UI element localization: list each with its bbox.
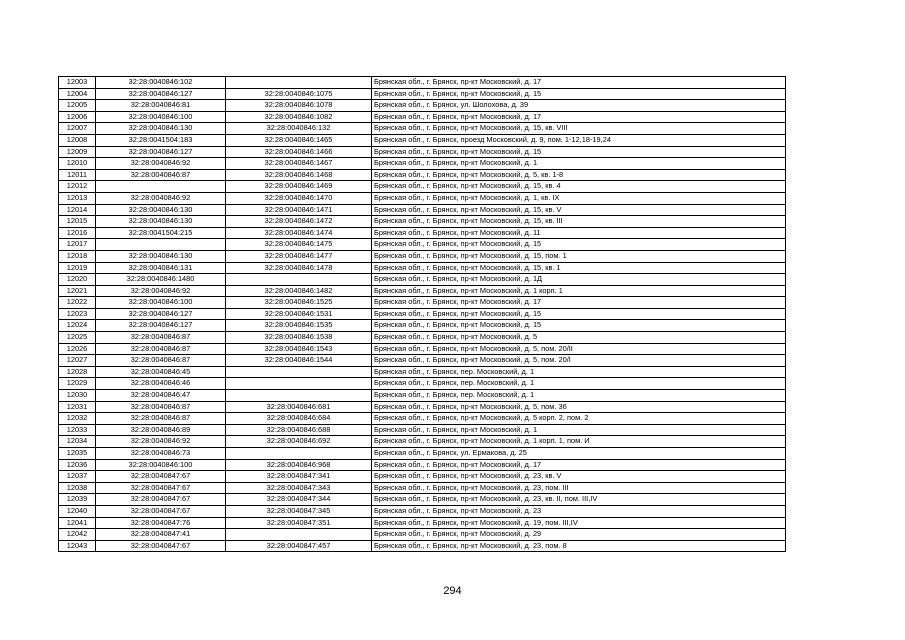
table-row [59,436,786,448]
address-cell: Брянская обл., г. Брянск, проезд Московский, д. 9, пом. 1-12,18-19,24 [372,134,786,146]
row-number-cell: 12020 [59,274,96,286]
address-cell: Брянская обл., г. Брянск, пр-кт Московский, д. 1Д [372,274,786,286]
table-row [59,111,786,123]
row-number-cell: 12036 [59,459,96,471]
object-cadastral-number-cell: 32:28:0040846:1471 [226,204,372,216]
object-cadastral-number-cell: 32:28:0040846:1465 [226,134,372,146]
cadastral-number-cell: 32:28:0040846:1480 [96,274,226,286]
row-number-cell: 12024 [59,320,96,332]
table-row [59,158,786,170]
row-number-cell: 12003 [59,77,96,89]
cadastral-number-cell [96,239,226,251]
object-cadastral-number-cell [226,448,372,460]
table-row [59,216,786,228]
object-cadastral-number-cell [226,274,372,286]
object-cadastral-number-cell: 32:28:0040846:684 [226,413,372,425]
row-number-cell: 12032 [59,413,96,425]
row-number-cell: 12005 [59,100,96,112]
cadastral-number-cell: 32:28:0040846:130 [96,216,226,228]
table-row [59,517,786,529]
address-cell: Брянская обл., г. Брянск, пр-кт Московский, д. 1 корп. 1, пом. И [372,436,786,448]
cadastral-number-cell: 32:28:0040846:87 [96,401,226,413]
object-cadastral-number-cell: 32:28:0040846:1535 [226,320,372,332]
cadastral-number-cell: 32:28:0040846:127 [96,308,226,320]
object-cadastral-number-cell: 32:28:0040846:1082 [226,111,372,123]
address-cell: Брянская обл., г. Брянск, пр-кт Московский, д. 1 [372,158,786,170]
row-number-cell: 12023 [59,308,96,320]
cadastral-number-cell: 32:28:0040847:67 [96,482,226,494]
object-cadastral-number-cell: 32:28:0040846:1525 [226,297,372,309]
table-row [59,100,786,112]
table-row [59,192,786,204]
row-number-cell: 12012 [59,181,96,193]
object-cadastral-number-cell: 32:28:0040846:1472 [226,216,372,228]
table-row [59,239,786,251]
cadastral-number-cell: 32:28:0040846:87 [96,413,226,425]
table-row [59,77,786,89]
table-row [59,540,786,552]
object-cadastral-number-cell: 32:28:0040846:1478 [226,262,372,274]
object-cadastral-number-cell: 32:28:0040847:345 [226,505,372,517]
row-number-cell: 12042 [59,529,96,541]
cadastral-number-cell: 32:28:0040846:127 [96,88,226,100]
row-number-cell: 12018 [59,250,96,262]
object-cadastral-number-cell: 32:28:0040847:457 [226,540,372,552]
table-body [59,77,786,552]
table-row [59,366,786,378]
address-cell: Брянская обл., г. Брянск, пр-кт Московский, д. 15 [372,320,786,332]
cadastral-number-cell: 32:28:0040846:92 [96,436,226,448]
address-cell: Брянская обл., г. Брянск, пр-кт Московский, д. 5, пом. 20/I [372,355,786,367]
object-cadastral-number-cell [226,378,372,390]
table-row [59,459,786,471]
row-number-cell: 12041 [59,517,96,529]
row-number-cell: 12040 [59,505,96,517]
cadastral-number-cell: 32:28:0041504:183 [96,134,226,146]
address-cell: Брянская обл., г. Брянск, пр-кт Московский, д. 23, пом. 8 [372,540,786,552]
object-cadastral-number-cell: 32:28:0040847:343 [226,482,372,494]
row-number-cell: 12006 [59,111,96,123]
cadastral-table [58,76,786,552]
address-cell: Брянская обл., г. Брянск, пр-кт Московский, д. 5, пом. 20/II [372,343,786,355]
object-cadastral-number-cell: 32:28:0040846:1531 [226,308,372,320]
object-cadastral-number-cell: 32:28:0040846:1467 [226,158,372,170]
address-cell: Брянская обл., г. Брянск, пр-кт Московский, д. 1, кв. IX [372,192,786,204]
object-cadastral-number-cell: 32:28:0040847:351 [226,517,372,529]
table-row [59,471,786,483]
address-cell: Брянская обл., г. Брянск, ул. Шолохова, д. 39 [372,100,786,112]
row-number-cell: 12004 [59,88,96,100]
address-cell: Брянская обл., г. Брянск, пр-кт Московский, д. 15 [372,146,786,158]
address-cell: Брянская обл., г. Брянск, пер. Московский, д. 1 [372,366,786,378]
object-cadastral-number-cell [226,366,372,378]
cadastral-number-cell: 32:28:0040846:127 [96,320,226,332]
object-cadastral-number-cell: 32:28:0040847:341 [226,471,372,483]
address-cell: Брянская обл., г. Брянск, пр-кт Московский, д. 29 [372,529,786,541]
object-cadastral-number-cell: 32:28:0040847:344 [226,494,372,506]
cadastral-number-cell: 32:28:0040847:67 [96,505,226,517]
address-cell: Брянская обл., г. Брянск, пр-кт Московский, д. 17 [372,459,786,471]
address-cell: Брянская обл., г. Брянск, пр-кт Московский, д. 19, пом. III,IV [372,517,786,529]
table-row [59,146,786,158]
table-row [59,355,786,367]
row-number-cell: 12011 [59,169,96,181]
table-row [59,204,786,216]
cadastral-number-cell: 32:28:0040847:41 [96,529,226,541]
cadastral-number-cell: 32:28:0040846:87 [96,169,226,181]
object-cadastral-number-cell: 32:28:0040846:132 [226,123,372,135]
object-cadastral-number-cell: 32:28:0040846:1466 [226,146,372,158]
object-cadastral-number-cell [226,390,372,402]
object-cadastral-number-cell: 32:28:0040846:1544 [226,355,372,367]
object-cadastral-number-cell [226,529,372,541]
table-row [59,262,786,274]
address-cell: Брянская обл., г. Брянск, пр-кт Московский, д. 17 [372,77,786,89]
object-cadastral-number-cell: 32:28:0040846:1543 [226,343,372,355]
object-cadastral-number-cell: 32:28:0040846:692 [226,436,372,448]
cadastral-number-cell: 32:28:0040847:76 [96,517,226,529]
address-cell: Брянская обл., г. Брянск, пр-кт Московский, д. 23 [372,505,786,517]
table-row [59,88,786,100]
cadastral-number-cell: 32:28:0040846:130 [96,204,226,216]
cadastral-number-cell: 32:28:0040846:130 [96,123,226,135]
row-number-cell: 12038 [59,482,96,494]
address-cell: Брянская обл., г. Брянск, пр-кт Московский, д. 15, кв. 1 [372,262,786,274]
address-cell: Брянская обл., г. Брянск, ул. Ермакова, д. 25 [372,448,786,460]
table-row [59,134,786,146]
row-number-cell: 12034 [59,436,96,448]
address-cell: Брянская обл., г. Брянск, пр-кт Московский, д. 15, кв. VIII [372,123,786,135]
cadastral-number-cell: 32:28:0040846:45 [96,366,226,378]
cadastral-number-cell [96,181,226,193]
address-cell: Брянская обл., г. Брянск, пр-кт Московский, д. 11 [372,227,786,239]
address-cell: Брянская обл., г. Брянск, пер. Московский, д. 1 [372,378,786,390]
row-number-cell: 12029 [59,378,96,390]
table-row [59,390,786,402]
address-cell: Брянская обл., г. Брянск, пр-кт Московский, д. 1 корп. 1 [372,285,786,297]
cadastral-number-cell: 32:28:0040847:67 [96,471,226,483]
address-cell: Брянская обл., г. Брянск, пер. Московский, д. 1 [372,390,786,402]
row-number-cell: 12008 [59,134,96,146]
table-row [59,424,786,436]
row-number-cell: 12033 [59,424,96,436]
address-cell: Брянская обл., г. Брянск, пр-кт Московский, д. 15, кв. 4 [372,181,786,193]
object-cadastral-number-cell: 32:28:0040846:1469 [226,181,372,193]
row-number-cell: 12028 [59,366,96,378]
address-cell: Брянская обл., г. Брянск, пр-кт Московский, д. 15, пом. 1 [372,250,786,262]
row-number-cell: 12030 [59,390,96,402]
address-cell: Брянская обл., г. Брянск, пр-кт Московский, д. 5, кв. 1-8 [372,169,786,181]
cadastral-number-cell: 32:28:0040846:92 [96,158,226,170]
row-number-cell: 12009 [59,146,96,158]
row-number-cell: 12013 [59,192,96,204]
table-row [59,494,786,506]
object-cadastral-number-cell: 32:28:0040846:1474 [226,227,372,239]
cadastral-number-cell: 32:28:0040846:130 [96,250,226,262]
row-number-cell: 12031 [59,401,96,413]
address-cell: Брянская обл., г. Брянск, пр-кт Московский, д. 23, пом. III [372,482,786,494]
cadastral-number-cell: 32:28:0041504:215 [96,227,226,239]
row-number-cell: 12035 [59,448,96,460]
cadastral-number-cell: 32:28:0040846:127 [96,146,226,158]
cadastral-number-cell: 32:28:0040846:100 [96,459,226,471]
table-row [59,505,786,517]
cadastral-number-cell: 32:28:0040846:100 [96,111,226,123]
document-table-container [58,76,786,552]
table-row [59,401,786,413]
row-number-cell: 12010 [59,158,96,170]
address-cell: Брянская обл., г. Брянск, пр-кт Московский, д. 23, кв. V [372,471,786,483]
address-cell: Брянская обл., г. Брянск, пр-кт Московский, д. 5, пом. 36 [372,401,786,413]
row-number-cell: 12043 [59,540,96,552]
address-cell: Брянская обл., г. Брянск, пр-кт Московский, д. 1 [372,424,786,436]
row-number-cell: 12015 [59,216,96,228]
table-row [59,343,786,355]
table-row [59,529,786,541]
object-cadastral-number-cell [226,77,372,89]
table-row [59,297,786,309]
row-number-cell: 12027 [59,355,96,367]
object-cadastral-number-cell: 32:28:0040846:1468 [226,169,372,181]
row-number-cell: 12037 [59,471,96,483]
table-row [59,285,786,297]
cadastral-number-cell: 32:28:0040847:67 [96,540,226,552]
address-cell: Брянская обл., г. Брянск, пр-кт Московский, д. 15 [372,239,786,251]
cadastral-number-cell: 32:28:0040846:47 [96,390,226,402]
address-cell: Брянская обл., г. Брянск, пр-кт Московский, д. 15, кв. V [372,204,786,216]
table-row [59,181,786,193]
object-cadastral-number-cell: 32:28:0040846:1477 [226,250,372,262]
cadastral-number-cell: 32:28:0040846:100 [96,297,226,309]
table-row [59,227,786,239]
cadastral-number-cell: 32:28:0040846:46 [96,378,226,390]
row-number-cell: 12019 [59,262,96,274]
object-cadastral-number-cell: 32:28:0040846:1482 [226,285,372,297]
address-cell: Брянская обл., г. Брянск, пр-кт Московский, д. 17 [372,297,786,309]
object-cadastral-number-cell: 32:28:0040846:1078 [226,100,372,112]
cadastral-number-cell: 32:28:0040846:73 [96,448,226,460]
cadastral-number-cell: 32:28:0040846:131 [96,262,226,274]
row-number-cell: 12021 [59,285,96,297]
address-cell: Брянская обл., г. Брянск, пр-кт Московский, д. 23, кв. II, пом. III,IV [372,494,786,506]
address-cell: Брянская обл., г. Брянск, пр-кт Московский, д. 17 [372,111,786,123]
row-number-cell: 12017 [59,239,96,251]
cadastral-number-cell: 32:28:0040846:102 [96,77,226,89]
table-row [59,308,786,320]
table-row [59,413,786,425]
table-row [59,332,786,344]
address-cell: Брянская обл., г. Брянск, пр-кт Московский, д. 5 корп. 2, пом. 2 [372,413,786,425]
object-cadastral-number-cell: 32:28:0040846:1475 [226,239,372,251]
row-number-cell: 12026 [59,343,96,355]
address-cell: Брянская обл., г. Брянск, пр-кт Московский, д. 15 [372,88,786,100]
table-row [59,482,786,494]
table-row [59,123,786,135]
page-number: 294 [443,585,462,597]
row-number-cell: 12025 [59,332,96,344]
cadastral-number-cell: 32:28:0040846:89 [96,424,226,436]
cadastral-number-cell: 32:28:0040846:87 [96,343,226,355]
cadastral-number-cell: 32:28:0040846:92 [96,192,226,204]
table-row [59,378,786,390]
object-cadastral-number-cell: 32:28:0040846:681 [226,401,372,413]
table-row [59,169,786,181]
object-cadastral-number-cell: 32:28:0040846:1075 [226,88,372,100]
object-cadastral-number-cell: 32:28:0040846:1538 [226,332,372,344]
cadastral-number-cell: 32:28:0040846:87 [96,355,226,367]
row-number-cell: 12039 [59,494,96,506]
cadastral-number-cell: 32:28:0040846:81 [96,100,226,112]
table-row [59,320,786,332]
cadastral-number-cell: 32:28:0040847:67 [96,494,226,506]
cadastral-number-cell: 32:28:0040846:87 [96,332,226,344]
address-cell: Брянская обл., г. Брянск, пр-кт Московский, д. 15 [372,308,786,320]
object-cadastral-number-cell: 32:28:0040846:1470 [226,192,372,204]
table-row [59,448,786,460]
object-cadastral-number-cell: 32:28:0040846:688 [226,424,372,436]
address-cell: Брянская обл., г. Брянск, пр-кт Московский, д. 5 [372,332,786,344]
row-number-cell: 12014 [59,204,96,216]
cadastral-number-cell: 32:28:0040846:92 [96,285,226,297]
table-row [59,250,786,262]
row-number-cell: 12022 [59,297,96,309]
table-row [59,274,786,286]
row-number-cell: 12016 [59,227,96,239]
address-cell: Брянская обл., г. Брянск, пр-кт Московский, д. 15, кв. III [372,216,786,228]
row-number-cell: 12007 [59,123,96,135]
object-cadastral-number-cell: 32:28:0040846:968 [226,459,372,471]
